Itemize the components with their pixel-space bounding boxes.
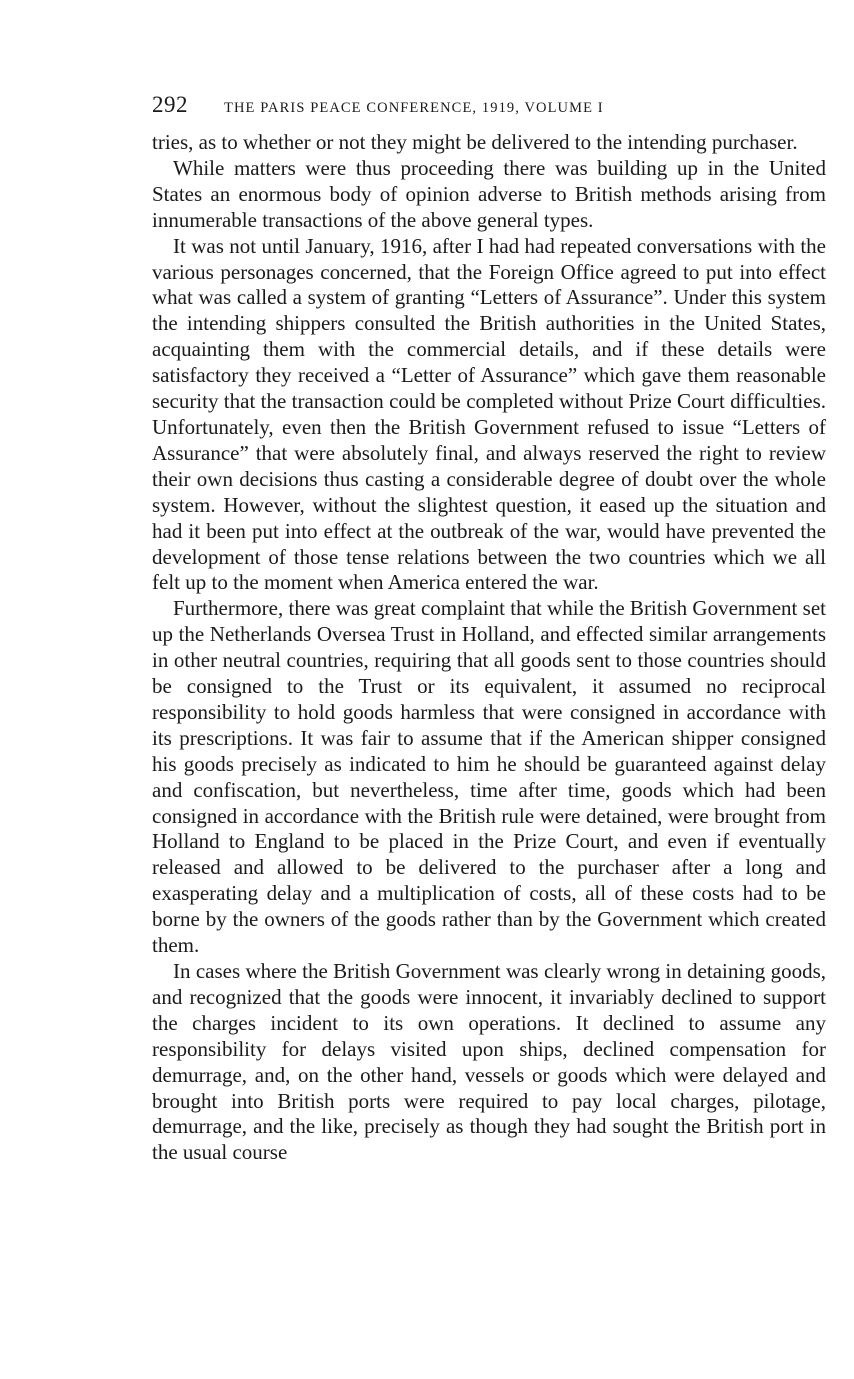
paragraph-continuation: tries, as to whether or not they might be delivered to the intending purchaser. xyxy=(152,130,798,154)
running-head xyxy=(152,92,826,126)
paragraph-letters-of-assurance: It was not until January, 1916, after I had had repeated conversations with the various personages concerned, that the Foreign Office agreed to put into effect what was called a system of granting “Letters of Assurance”. Under this system the intending shippers consulted the British authorities in the United States, acquainting them with the commercial details, and if these details were satisfactory they received a “Letter of Assurance” which gave them reasonable security that the transaction could be completed without Prize Court difficulties. Unfortunately, even then the British Government refused to issue “Letters of Assurance” that were absolutely final, and always reserved the right to review their own decisions thus casting a considerable degree of doubt over the whole system. However, without the slightest question, it eased up the situation and had it been put into effect at the outbreak of the war, would have prevented the development of those tense relations between the two countries which we all felt up to the moment when America entered the war. xyxy=(152,233,826,595)
page-number: 292 xyxy=(152,92,188,117)
book-page xyxy=(152,92,826,1166)
paragraph-netherlands-trust: Furthermore, there was great complaint that while the British Government set up the Netherlands Oversea Trust in Holland, and effected similar arrangements in other neutral countries, requiring that all goods sent to those countries should be consigned to the Trust or its equivalent, it assumed no reciprocal responsibility to hold goods harmless that were consigned in accordance with its prescriptions. It was fair to assume that if the American shipper consigned his goods precisely as indicated to him he should be guaranteed against delay and confiscation, but nevertheless, time after time, goods which had been consigned in accordance with the British rule were detained, were brought from Holland to England to be placed in the Prize Court, and even if eventually released and allowed to be delivered to the purchaser after a long and exasperating delay and a multiplication of costs, all of these costs had to be borne by the owners of the goods rather than by the Government which created them. xyxy=(152,596,826,958)
body-text xyxy=(152,130,826,1166)
paragraph-detained-goods: In cases where the British Government was clearly wrong in detaining goods, and recognized that the goods were innocent, it invariably declined to support the charges incident to its own operations. It declined to assume any responsibility for delays visited upon ships, declined compensation for demurrage, and, on the other hand, vessels or goods which were delayed and brought into British ports were required to pay local charges, pilotage, demurrage, and the like, precisely as though they had sought the British port in the usual course xyxy=(152,959,826,1165)
running-title: THE PARIS PEACE CONFERENCE, 1919, VOLUME I xyxy=(224,100,604,116)
paragraph-public-opinion: While matters were thus proceeding there was building up in the United States an enormous body of opinion adverse to British methods arising from innumerable transactions of the above general types. xyxy=(152,155,826,232)
